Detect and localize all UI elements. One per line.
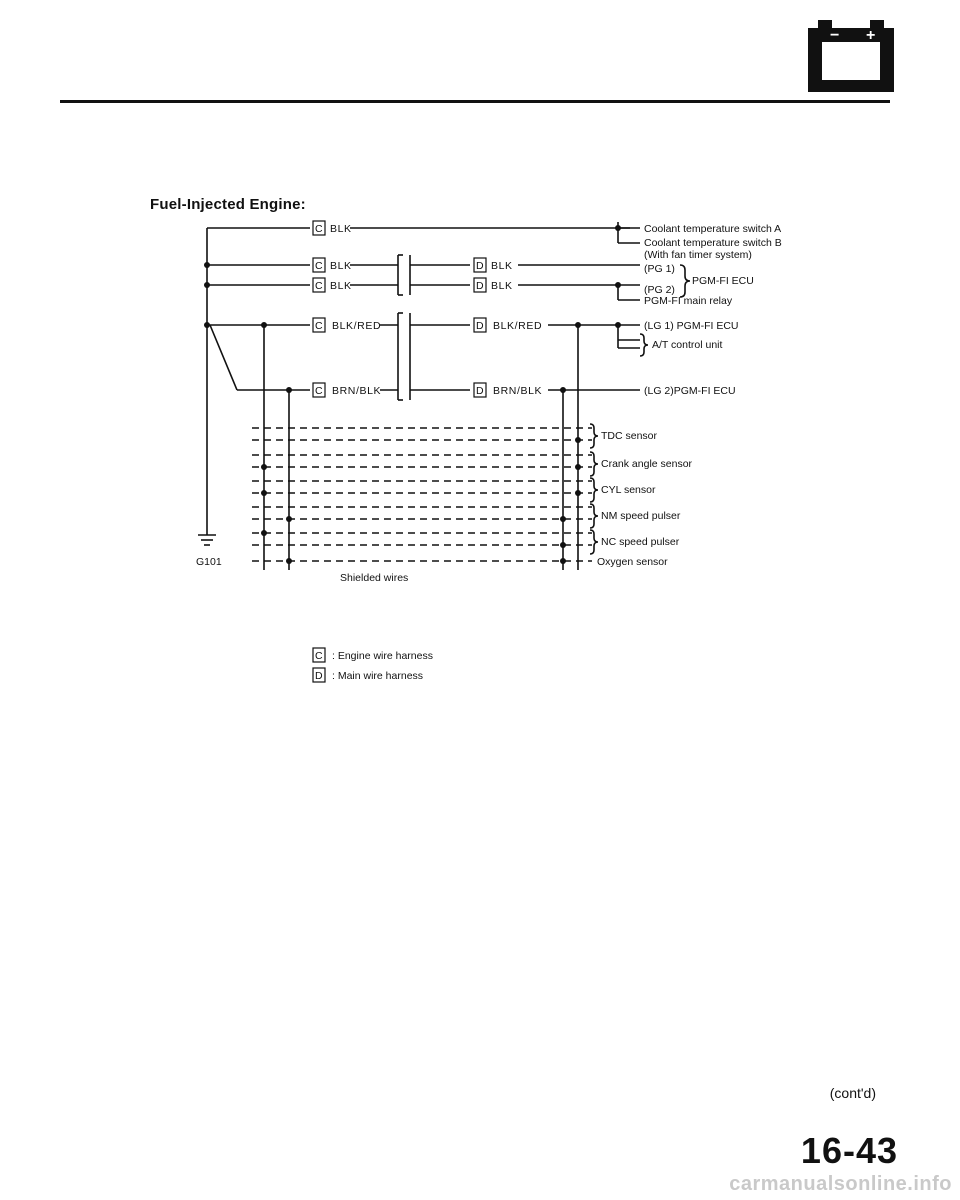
connector-d-letter: D <box>476 260 484 272</box>
connector-c-letter: C <box>315 223 323 235</box>
legend-engine-harness-text: : Engine wire harness <box>332 650 433 662</box>
wire-label-d-blk-red: BLK/RED <box>493 320 543 332</box>
legend-d-letter: D <box>315 670 323 682</box>
wire-label-blk-3: BLK <box>330 280 352 292</box>
connector-d-brn-blk <box>474 383 542 397</box>
pg1-label: (PG 1) <box>644 263 675 275</box>
at-control-unit-label: A/T control unit <box>652 339 723 351</box>
lg1-label: (LG 1) PGM-FI ECU <box>644 320 739 332</box>
lg2-label: (LG 2)PGM-FI ECU <box>644 385 736 397</box>
cyl-sensor-label: CYL sensor <box>601 484 656 496</box>
connector-c-blk-red <box>313 318 381 332</box>
wire-label-blk-2: BLK <box>330 260 352 272</box>
coolant-switch-b-note: (With fan timer system) <box>644 249 752 261</box>
connector-d-blk-3 <box>474 278 513 292</box>
connector-c-blk-3 <box>313 278 352 292</box>
coolant-switch-b-label: Coolant temperature switch B <box>644 237 782 249</box>
connector-c-blk-1 <box>313 221 352 235</box>
connector-c-letter: C <box>315 280 323 292</box>
wire-label-d-blk-2: BLK <box>491 260 513 272</box>
crank-angle-sensor-label: Crank angle sensor <box>601 458 693 470</box>
main-relay-label: PGM-FI main relay <box>644 295 733 307</box>
pgm-fi-ecu-label: PGM-FI ECU <box>692 275 754 287</box>
oxygen-sensor-label: Oxygen sensor <box>597 556 668 568</box>
battery-plus-sign: + <box>866 27 876 44</box>
page-number: 16-43 <box>800 1130 898 1171</box>
tdc-sensor-label: TDC sensor <box>601 430 658 442</box>
watermark-text: carmanualsonline.info <box>729 1173 952 1195</box>
continued-note: (cont'd) <box>829 1085 876 1101</box>
connector-d-blk-red <box>474 318 542 332</box>
shielded-wires-label: Shielded wires <box>340 572 409 584</box>
section-title: Fuel-Injected Engine: <box>150 196 306 213</box>
connector-d-letter: D <box>476 280 484 292</box>
connector-c-blk-2 <box>313 258 352 272</box>
wire-label-brn-blk: BRN/BLK <box>332 385 382 397</box>
pg2-label: (PG 2) <box>644 284 675 296</box>
ground-label: G101 <box>196 556 222 568</box>
wire-label-d-brn-blk: BRN/BLK <box>493 385 543 397</box>
connector-d-letter: D <box>476 385 484 397</box>
nm-speed-pulser-label: NM speed pulser <box>601 510 681 522</box>
connector-c-letter: C <box>315 385 323 397</box>
wire-label-blk-1: BLK <box>330 223 352 235</box>
connector-c-brn-blk <box>313 383 381 397</box>
legend-main-harness <box>313 668 423 682</box>
legend-c-letter: C <box>315 650 323 662</box>
legend-main-harness-text: : Main wire harness <box>332 670 424 682</box>
nc-speed-pulser-label: NC speed pulser <box>601 536 680 548</box>
connector-d-blk-2 <box>474 258 513 272</box>
connector-c-letter: C <box>315 320 323 332</box>
connector-c-letter: C <box>315 260 323 272</box>
wire-label-d-blk-3: BLK <box>491 280 513 292</box>
legend-engine-harness <box>313 648 433 662</box>
connector-d-letter: D <box>476 320 484 332</box>
battery-minus-sign: − <box>830 27 840 44</box>
wire-label-blk-red: BLK/RED <box>332 320 382 332</box>
coolant-switch-a-label: Coolant temperature switch A <box>644 223 782 235</box>
